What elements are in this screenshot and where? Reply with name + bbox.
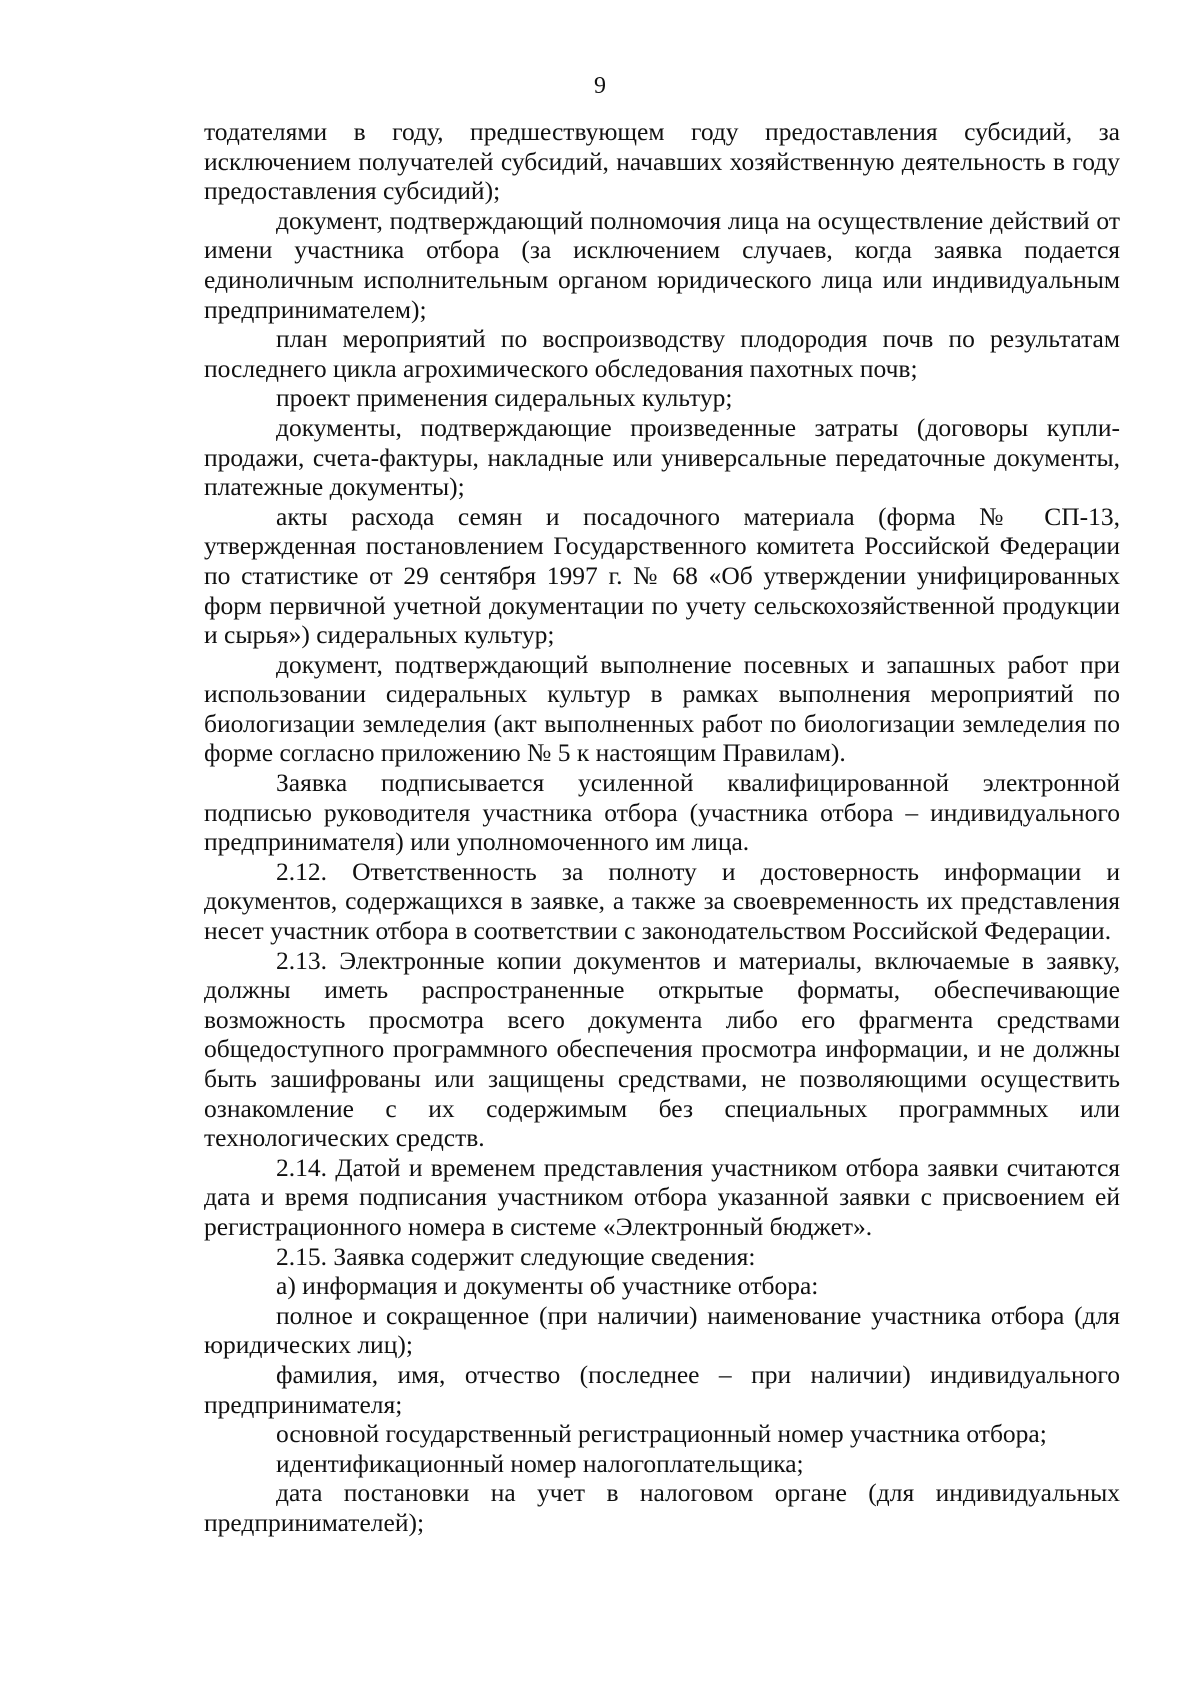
paragraph: Заявка подписывается усиленной квалифицированной электронной подписью руководителя участника отбора (участника отбора – индивидуального предпринимателя) или уполномоченного им лица. bbox=[204, 768, 1120, 857]
paragraph: дата постановки на учет в налоговом органе (для индивидуальных предпринимателей); bbox=[204, 1478, 1120, 1537]
paragraph: 2.15. Заявка содержит следующие сведения: bbox=[276, 1241, 756, 1271]
paragraph: идентификационный номер налогоплательщика; bbox=[276, 1448, 804, 1478]
paragraph: 2.14. Датой и временем представления участником отбора заявки считаются дата и время подписания участником отбора указанной заявки с присвоением ей регистрационного номера в системе «Электронный бюджет». bbox=[204, 1152, 1120, 1241]
paragraph: полное и сокращенное (при наличии) наименование участника отбора (для юридических лиц); bbox=[204, 1300, 1120, 1360]
paragraph: основной государственный регистрационный номер участника отбора; bbox=[276, 1419, 1047, 1449]
paragraph: 2.12. Ответственность за полноту и достоверность информации и документов, содержащихся в заявке, а также за своевременность их представления несет участник отбора в соответствии с законодательством Российской Федерации. bbox=[204, 856, 1120, 946]
paragraph: акты расхода семян и посадочного материала (форма № СП-13, утвержденная постановлением Государственного комитета Российской Федерации по статистике от 29 сентября 1997 г. № 68 «Об утверждении унифицированных форм первичной учетной документации по учету сельскохозяйственной продукции и сырья») сидеральных культур; bbox=[204, 501, 1120, 650]
paragraph: план мероприятий по воспроизводству плодородия почв по результатам последнего цикла агрохимического обследования пахотных почв; bbox=[204, 324, 1120, 383]
paragraph: фамилия, имя, отчество (последнее – при наличии) индивидуального предпринимателя; bbox=[204, 1359, 1120, 1419]
page-number: 9 bbox=[594, 73, 606, 99]
paragraph: документ, подтверждающий выполнение посевных и запашных работ при использовании сидеральных культур в рамках выполнения мероприятий по биологизации земледелия (акт выполненных работ по биологизации земледелия по форме согласно приложению № 5 к настоящим Правилам). bbox=[204, 649, 1120, 768]
document-body bbox=[204, 117, 1120, 1538]
paragraph: проект применения сидеральных культур; bbox=[276, 383, 733, 413]
paragraph: 2.13. Электронные копии документов и материалы, включаемые в заявку, должны иметь распространенные открытые форматы, обеспечивающие возможность просмотра всего документа либо его фрагмента средствами общедоступного программного обеспечения просмотра информации, и не должны быть зашифрованы или защищены средствами, не позволяющими осуществить ознакомление с их содержимым без специальных программных или технологических средств. bbox=[204, 945, 1120, 1153]
paragraph: тодателями в году, предшествующем году предоставления субсидий, за исключением получателей субсидий, начавших хозяйственную деятельность в году предоставления субсидий); bbox=[204, 117, 1120, 206]
paragraph: а) информация и документы об участнике отбора: bbox=[276, 1271, 819, 1301]
paragraph: документы, подтверждающие произведенные затраты (договоры купли-продажи, счета-фактуры, накладные или универсальные передаточные документы, платежные документы); bbox=[204, 412, 1120, 502]
paragraph: документ, подтверждающий полномочия лица на осуществление действий от имени участника отбора (за исключением случаев, когда заявка подается единоличным исполнительным органом юридического лица или индивидуальным предпринимателем); bbox=[204, 205, 1120, 324]
